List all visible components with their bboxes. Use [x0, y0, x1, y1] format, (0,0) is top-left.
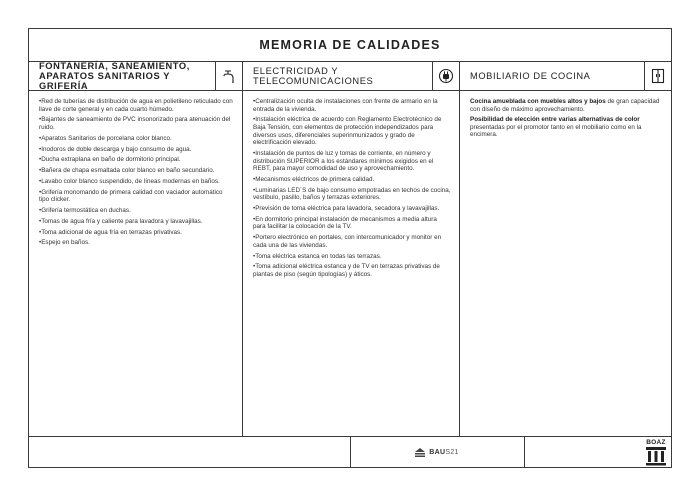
footer-cell-bau	[350, 437, 525, 468]
list-item: • Ducha extraplana en baño de dormitorio principal.	[39, 156, 234, 164]
column-title: MOBILIARIO DE COCINA	[470, 70, 591, 81]
list-item: • Centralización oculta de instalaciones con frente de armario en la entrada de la vivienda.	[253, 98, 451, 113]
list-item: • En dormitorio principal instalación de mecanismos a media altura para facilitar la colocación de la TV.	[253, 216, 451, 231]
footer-cell-empty	[29, 437, 351, 468]
boaz-logo	[645, 439, 667, 466]
list-item: • Aparatos Sanitarios de porcelana color blanco.	[39, 135, 234, 143]
list-item: • Portero electrónico en portales, con intercomunicador y monitor en cada una de las viviendas.	[253, 234, 451, 249]
list-item: • Tomas de agua fría y caliente para lavadora y lavavajillas.	[39, 218, 234, 226]
kitchen-paragraph	[470, 98, 663, 113]
title-row	[29, 29, 671, 62]
cabinet-icon	[644, 61, 671, 90]
list-item: • Bajantes de saneamiento de PVC insonorizado para atenuación del ruido.	[39, 116, 234, 131]
list-item: • Toma eléctrica estanca en todas las terrazas.	[253, 253, 451, 261]
bau-logo-bold: BAU	[429, 449, 446, 456]
list-item: • Grifería termostática en duchas.	[39, 207, 234, 215]
list-item: • Inodoros de doble descarga y bajo consumo de agua.	[39, 146, 234, 154]
column-body	[460, 91, 671, 139]
list-item: • Toma adicional eléctrica estanca y de TV en terrazas privativas de plantas de piso (según tipologías) y áticos.	[253, 263, 451, 278]
column-kitchen	[460, 61, 671, 436]
kitchen-paragraph-bold: Posibilidad de elección entre varias alternativas de color	[470, 116, 640, 124]
kitchen-paragraph-text: presentadas por el promotor tanto en el mobiliario como en la encimera.	[470, 123, 642, 139]
column-body	[29, 91, 242, 247]
plug-icon	[432, 61, 459, 90]
footer-cell-boaz	[524, 437, 671, 468]
kitchen-paragraph-bold: Cocina amueblada con muebles altos y bajos	[470, 98, 606, 105]
bau-logo-rest: S21	[445, 449, 459, 456]
column-header	[243, 61, 459, 91]
kitchen-paragraph-text: de gran capacidad con diseño de máximo aprovechamiento.	[470, 98, 660, 113]
list-item: • Espejo en baños.	[39, 239, 234, 247]
page-frame	[28, 28, 672, 468]
footer-row	[29, 436, 671, 468]
list-item: • Luminarias LED´S de bajo consumo empotradas en techos de cocina, vestíbulo, pasillo, baños y terrazas exteriores.	[253, 187, 451, 202]
column-plumbing	[29, 61, 243, 436]
list-item: • Previsión de toma eléctrica para lavadora, secadora y lavavajillas.	[253, 205, 451, 213]
column-title: FONTANERÍA, SANEAMIENTO, APARATOS SANITARIOS Y GRIFERÍA	[39, 60, 190, 91]
kitchen-paragraph	[470, 116, 663, 139]
boaz-building-icon	[645, 446, 667, 466]
list-item: • Red de tuberías de distribución de agua en polietileno reticulado con llave de corte general y en cada cuarto húmedo.	[39, 98, 234, 113]
column-electricity	[243, 61, 460, 436]
list-item: • Instalación de puntos de luz y tomas de corriente, en número y distribución SUPERIOR a los estándares mínimos exigidos en el REBT, para mayor comodidad de uso y aprovechamiento.	[253, 150, 451, 173]
list-item: • Mecanismos eléctricos de primera calidad.	[253, 176, 451, 184]
electricity-list	[253, 98, 451, 279]
list-item: • Grifería monomando de primera calidad con vaciador automático tipo clicker.	[39, 189, 234, 204]
plumbing-list	[39, 98, 234, 247]
column-header	[29, 61, 242, 91]
column-title: ELECTRICIDAD Y TELECOMUNICACIONES	[253, 65, 374, 86]
list-item: • Lavabo color blanco suspendido, de líneas modernas en baños.	[39, 178, 234, 186]
list-item: • Toma adicional de agua fría en terrazas privativas.	[39, 229, 234, 237]
list-item: • Bañera de chapa esmaltada color blanco en baño secundario.	[39, 167, 234, 175]
bau-logo	[429, 449, 458, 456]
bau-logo-icon	[415, 448, 425, 457]
list-item: • Instalación eléctrica de acuerdo con Reglamento Electrotécnico de Baja Tensión, con elementos de protección independizados para diversos usos, diferenciales superinmunizados y grado de electrificación elevado.	[253, 116, 451, 146]
column-header	[460, 61, 671, 91]
faucet-icon	[215, 61, 242, 90]
column-body	[243, 91, 459, 279]
page-title: MEMORIA DE CALIDADES	[259, 38, 441, 52]
boaz-logo-text: BOAZ	[646, 439, 666, 446]
